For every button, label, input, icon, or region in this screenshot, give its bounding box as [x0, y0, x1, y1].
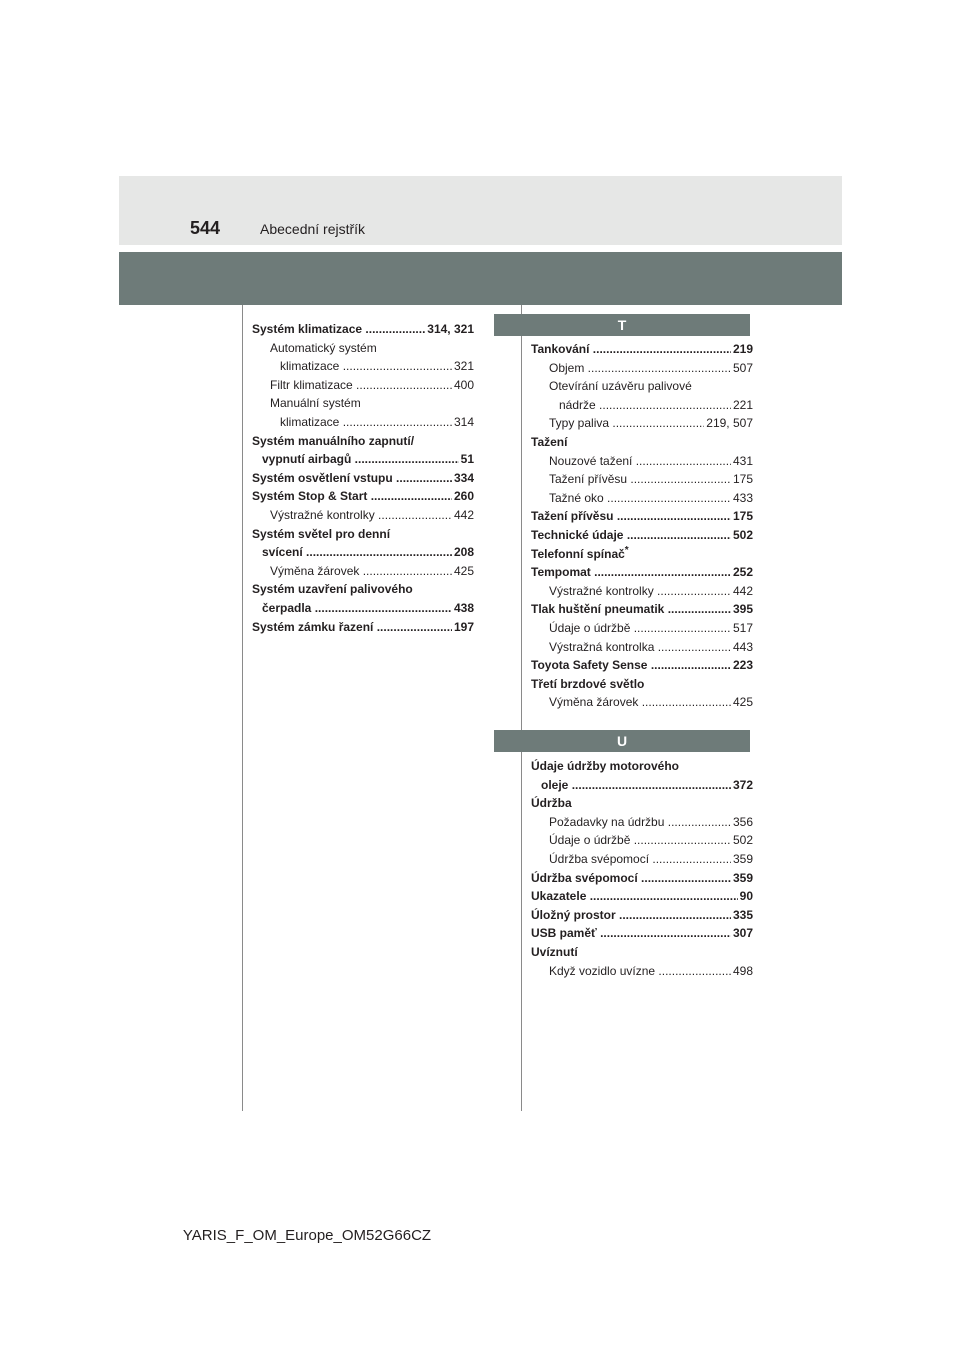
index-entry: [252, 618, 474, 637]
index-entry-text: Telefonní spínač*: [531, 544, 629, 561]
index-entry-text: Tažné oko .....: [549, 489, 753, 508]
index-entry: [252, 506, 474, 525]
index-entry: [252, 599, 474, 618]
index-entry-text: Výstražné kontrolky .....: [549, 582, 753, 601]
index-entry-page: 208: [452, 543, 474, 562]
index-entry-text: vypnutí airbagů .....: [262, 450, 474, 469]
index-entry: [252, 469, 474, 488]
index-entry-page: 502: [731, 526, 753, 545]
index-entry-text: Systém klimatizace .....: [252, 320, 474, 339]
index-entry-text: Otevírání uzávěru palivové: [549, 379, 692, 394]
index-entry: [252, 487, 474, 506]
index-entry-page: 443: [731, 638, 753, 657]
footer-code: YARIS_F_OM_Europe_OM52G66CZ: [182, 1227, 432, 1244]
index-entry: [531, 831, 753, 850]
index-entry: [531, 869, 753, 888]
index-entry-text: Údržba svépomocí .....: [531, 869, 753, 888]
index-entry: [531, 563, 753, 582]
index-entry-text: Objem .....: [549, 359, 753, 378]
index-entry-page: 175: [731, 507, 753, 526]
index-entry-text: Údržba svépomocí .....: [549, 850, 753, 869]
index-entry-text: čerpadla .....: [262, 599, 474, 618]
index-entry-page: 425: [731, 693, 753, 712]
header-gray-bar: [119, 252, 842, 305]
index-entry: [531, 600, 753, 619]
index-entry-text: Údaje údržby motorového: [531, 759, 680, 773]
index-entry: [531, 619, 753, 638]
index-entry: [531, 489, 753, 508]
index-entry-page: 359: [731, 869, 753, 888]
index-entry: [252, 580, 474, 599]
index-entry-page: 335: [731, 906, 753, 925]
index-entry-text: Manuální systém: [270, 396, 361, 411]
index-entry-text: Tažení přívěsu .....: [549, 470, 753, 489]
index-entry-page: 221: [731, 396, 753, 415]
index-entry-text: nádrže .....: [559, 396, 753, 415]
index-entry-text: Údaje o údržbě .....: [549, 619, 753, 638]
index-column-3: [531, 757, 753, 980]
index-entry-page: 314: [452, 413, 474, 432]
index-entry: [531, 776, 753, 795]
section-header-u: U: [494, 730, 750, 752]
index-entry-text: Výměna žárovek .....: [549, 693, 753, 712]
index-entry: [252, 394, 474, 413]
footnote-marker: *: [624, 544, 629, 556]
index-entry-text: Uvíznutí: [531, 944, 578, 959]
index-entry: [531, 656, 753, 675]
index-entry-page: 442: [731, 582, 753, 601]
index-entry-page: 175: [731, 470, 753, 489]
index-entry: [531, 545, 753, 564]
index-entry-page: 400: [452, 376, 474, 395]
index-entry: [252, 543, 474, 562]
index-entry-page: 359: [731, 850, 753, 869]
index-entry: [531, 582, 753, 601]
index-entry-text: Výstražná kontrolka .....: [549, 638, 753, 657]
index-entry-text: Tažení: [531, 434, 568, 449]
index-entry: [531, 906, 753, 925]
index-column-2: [531, 340, 753, 712]
index-entry-page: 307: [731, 924, 753, 943]
index-entry: [531, 943, 753, 962]
index-entry-page: 395: [731, 600, 753, 619]
index-entry-page: 425: [452, 562, 474, 581]
index-entry: [531, 470, 753, 489]
index-entry-text: Požadavky na údržbu .....: [549, 813, 753, 832]
index-entry: [252, 525, 474, 544]
index-entry: [531, 452, 753, 471]
index-entry: [531, 377, 753, 396]
index-entry-page: 433: [731, 489, 753, 508]
index-entry: [531, 962, 753, 981]
index-entry-text: Systém Stop & Start .....: [252, 487, 474, 506]
index-entry: [531, 638, 753, 657]
index-entry-page: 507: [731, 359, 753, 378]
index-entry-text: klimatizace .....: [280, 413, 474, 432]
index-entry-page: 442: [452, 506, 474, 525]
index-entry: [252, 432, 474, 451]
index-entry-text: Tempomat .....: [531, 563, 753, 582]
index-column-1: [252, 320, 474, 636]
index-entry-page: 260: [452, 487, 474, 506]
index-entry-text: Filtr klimatizace .....: [270, 376, 474, 395]
index-entry-page: 356: [731, 813, 753, 832]
index-entry-text: Systém světel pro denní: [252, 526, 391, 541]
column-divider: [521, 305, 522, 1111]
index-entry-text: Typy paliva .....: [549, 414, 753, 433]
index-entry-text: Tažení přívěsu .....: [531, 507, 753, 526]
index-entry: [531, 340, 753, 359]
index-entry-text: svícení .....: [262, 543, 474, 562]
index-entry-text: Výměna žárovek .....: [270, 562, 474, 581]
index-entry: [531, 693, 753, 712]
index-entry: [531, 433, 753, 452]
index-entry-text: Výstražné kontrolky .....: [270, 506, 474, 525]
index-entry-text: Systém zámku řazení .....: [252, 618, 474, 637]
index-entry-page: 252: [731, 563, 753, 582]
index-entry: [252, 320, 474, 339]
index-entry-page: 431: [731, 452, 753, 471]
index-entry-page: 502: [731, 831, 753, 850]
index-entry-text: Systém osvětlení vstupu .....: [252, 469, 474, 488]
index-entry-page: 334: [452, 469, 474, 488]
index-entry-text: Toyota Safety Sense .....: [531, 656, 753, 675]
index-entry: [531, 757, 753, 776]
index-entry-page: 51: [459, 450, 474, 469]
index-entry-page: 372: [731, 776, 753, 795]
index-entry-text: Tankování .....: [531, 340, 753, 359]
index-entry: [531, 924, 753, 943]
index-entry-page: 223: [731, 656, 753, 675]
index-entry-page: 90: [738, 887, 753, 906]
index-entry: [531, 887, 753, 906]
index-entry-page: 219, 507: [704, 414, 753, 433]
index-entry-text: oleje .....: [541, 776, 753, 795]
page-title: Abecední rejstřík: [260, 221, 366, 237]
index-entry-page: 219: [731, 340, 753, 359]
index-entry: [531, 359, 753, 378]
index-entry-text: Systém uzavření palivového: [252, 582, 413, 597]
index-entry: [531, 794, 753, 813]
index-entry: [252, 562, 474, 581]
index-entry-text: Systém manuálního zapnutí/: [252, 433, 415, 448]
index-entry: [252, 376, 474, 395]
index-entry-text: Ukazatele .....: [531, 887, 753, 906]
index-entry-page: 197: [452, 618, 474, 637]
index-entry-page: 438: [452, 599, 474, 618]
index-entry-text: Údaje o údržbě .....: [549, 831, 753, 850]
index-entry: [531, 850, 753, 869]
index-entry: [531, 675, 753, 694]
index-entry: [252, 357, 474, 376]
index-entry-page: 314, 321: [425, 320, 474, 339]
index-entry-text: Automatický systém: [270, 340, 377, 355]
index-entry-text: Technické údaje .....: [531, 526, 753, 545]
index-entry: [252, 413, 474, 432]
index-entry: [531, 526, 753, 545]
index-entry-page: 498: [731, 962, 753, 981]
index-entry: [531, 414, 753, 433]
index-entry-text: Když vozidlo uvízne .....: [549, 962, 753, 981]
index-entry-text: Tlak huštění pneumatik .....: [531, 600, 753, 619]
index-entry-page: 517: [731, 619, 753, 638]
page-number: 544: [190, 218, 221, 238]
index-entry: [531, 507, 753, 526]
index-entry-text: Třetí brzdové světlo: [531, 676, 645, 691]
column-divider: [242, 305, 243, 1111]
index-entry-page: 321: [452, 357, 474, 376]
index-entry: [531, 396, 753, 415]
index-entry-text: USB paměť .....: [531, 924, 753, 943]
index-entry-text: Nouzové tažení .....: [549, 452, 753, 471]
index-entry: [252, 339, 474, 358]
index-entry-text: Úložný prostor .....: [531, 906, 753, 925]
index-entry: [531, 813, 753, 832]
footer: [0, 1227, 960, 1244]
index-entry: [252, 450, 474, 469]
section-header-t: T: [494, 314, 750, 336]
index-entry-text: Údržba: [531, 796, 572, 811]
header-band: [119, 176, 842, 245]
index-entry-text: klimatizace .....: [280, 357, 474, 376]
